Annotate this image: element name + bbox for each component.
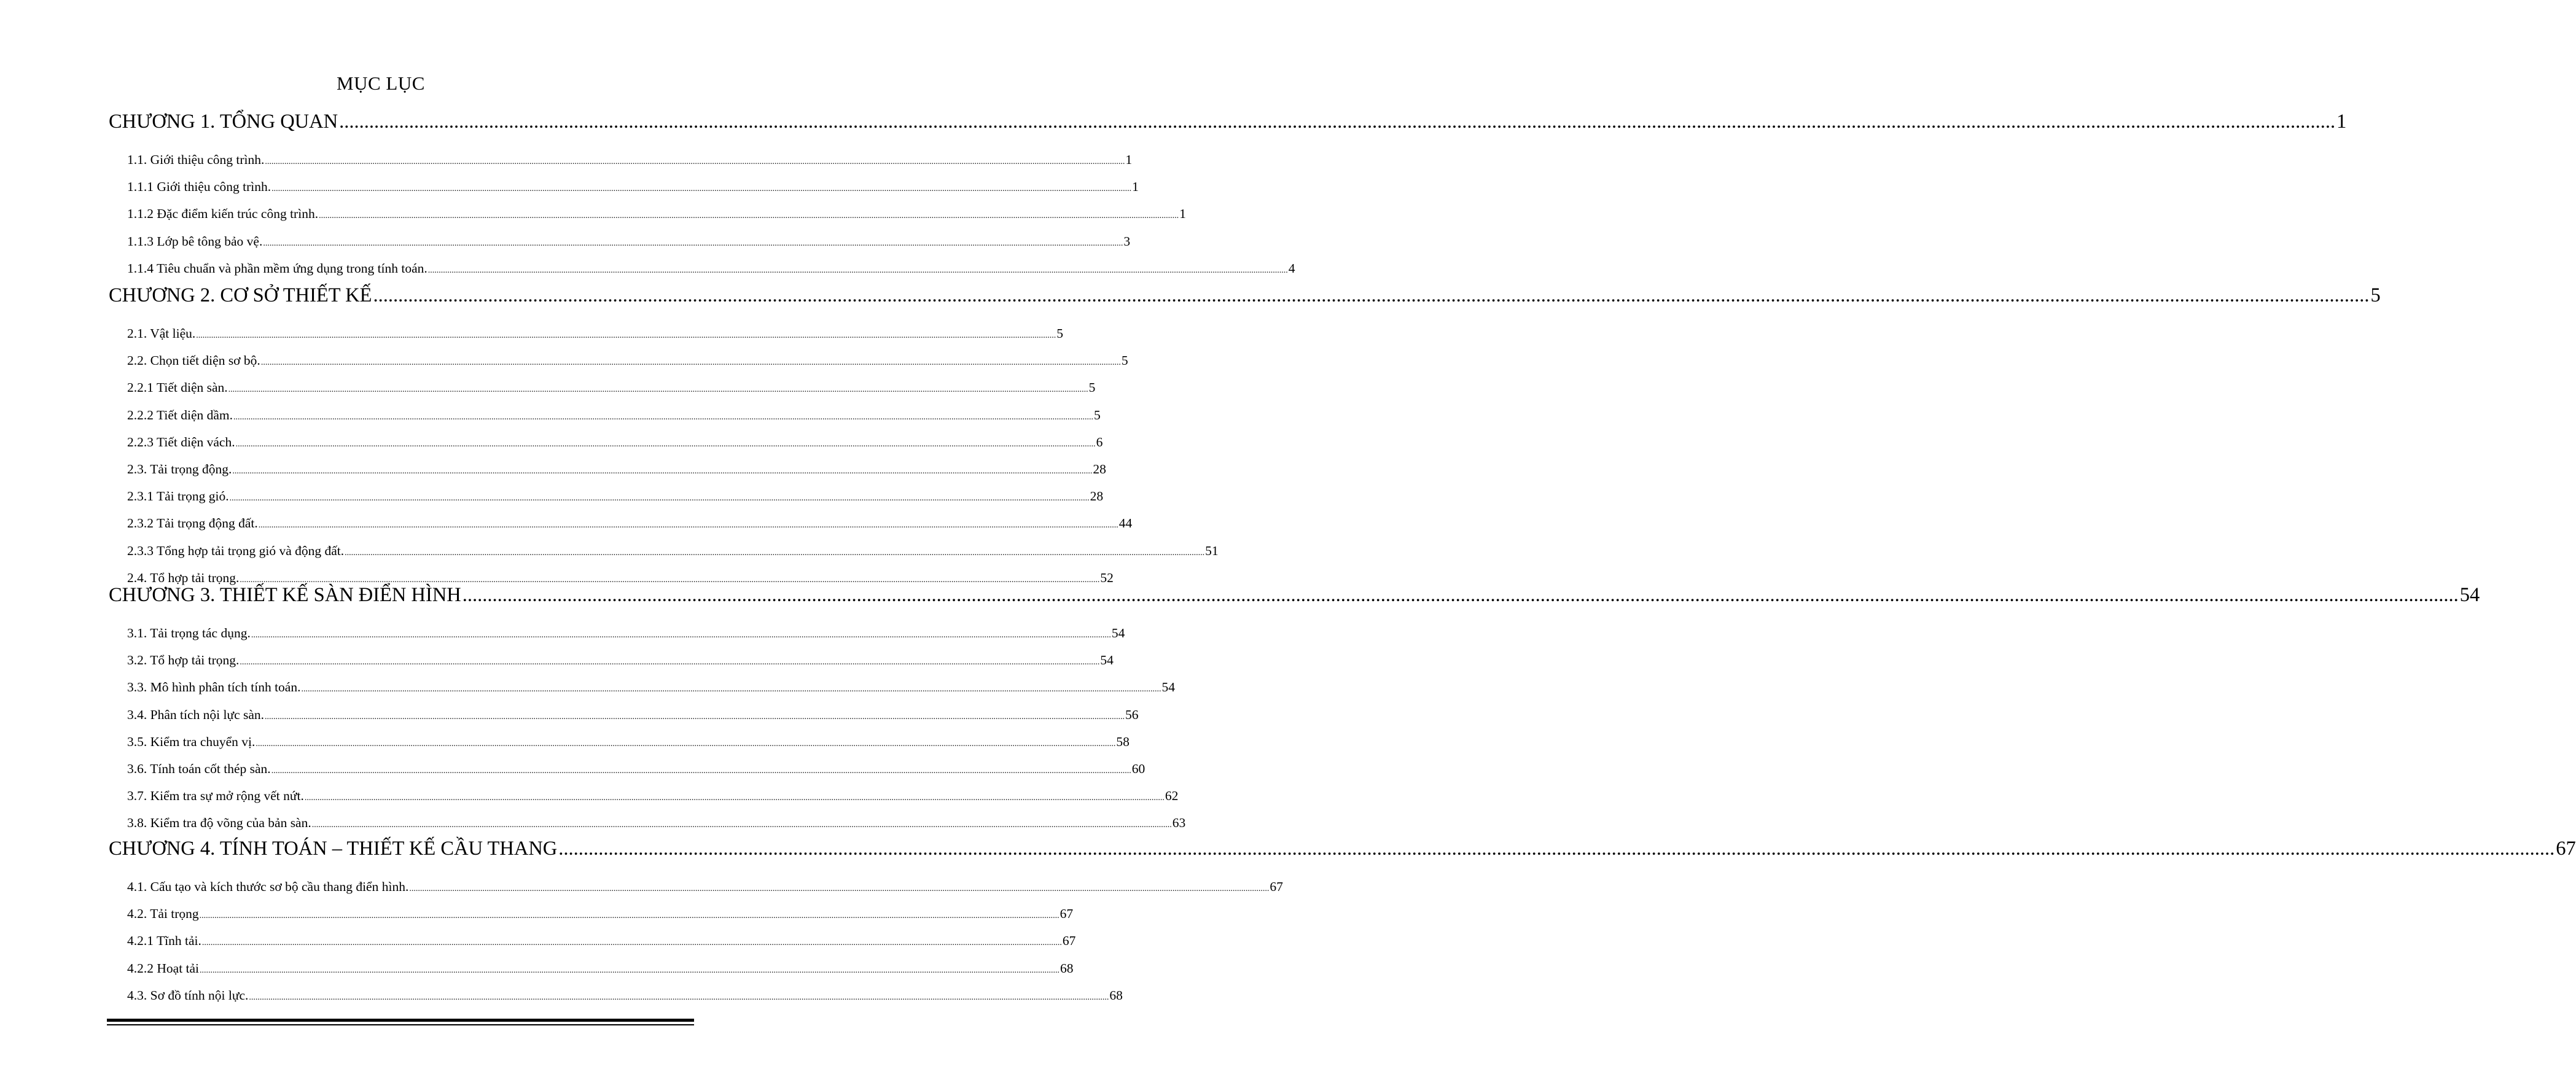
- toc-page-number: 1: [1125, 152, 1133, 167]
- toc-entry-label: 3.4. Phân tích nội lực sàn.: [127, 707, 265, 722]
- toc-dot-leader: ................................................................................................................................................................................................................................................................................................................................................................................................................: [232, 467, 1093, 476]
- toc-dot-leader: ................................................................................................................................................................................................................................................................................................................................................................................................................: [339, 111, 2336, 133]
- toc-page-number: 68: [1109, 987, 1123, 1003]
- toc-dot-leader: ................................................................................................................................................................................................................................................................................................................................................................................................................: [199, 911, 1060, 921]
- toc-section-entry[interactable]: [127, 233, 1131, 249]
- toc-dot-leader: ................................................................................................................................................................................................................................................................................................................................................................................................................: [258, 521, 1118, 531]
- toc-dot-leader: ................................................................................................................................................................................................................................................................................................................................................................................................................: [251, 631, 1111, 640]
- toc-chapter-entry[interactable]: [109, 584, 2480, 607]
- toc-entry-label: 4.2. Tải trọng: [127, 906, 199, 922]
- toc-section-entry[interactable]: [127, 179, 1139, 195]
- toc-page-number: 5: [1088, 380, 1096, 395]
- toc-page-number: 5: [2370, 284, 2381, 306]
- toc-dot-leader: ................................................................................................................................................................................................................................................................................................................................................................................................................: [265, 712, 1125, 721]
- toc-entry-label: 2.2.2 Tiết diện dầm.: [127, 407, 233, 422]
- toc-section-entry[interactable]: [127, 788, 1179, 804]
- toc-entry-label: 1.1.3 Lớp bê tông bảo vệ.: [127, 233, 263, 249]
- toc-entry-label: CHƯƠNG 1. TỔNG QUAN: [109, 111, 338, 133]
- toc-section-entry[interactable]: [127, 906, 1074, 922]
- footer-rule-thin: [107, 1024, 694, 1025]
- toc-dot-leader: ................................................................................................................................................................................................................................................................................................................................................................................................................: [196, 331, 1056, 340]
- toc-section-entry[interactable]: [127, 960, 1074, 976]
- toc-dot-leader: ................................................................................................................................................................................................................................................................................................................................................................................................................: [260, 358, 1121, 368]
- toc-section-entry[interactable]: [127, 260, 1295, 276]
- toc-page-number: 63: [1172, 815, 1186, 831]
- toc-page-number: 56: [1125, 707, 1139, 722]
- toc-entry-label: 4.3. Sơ đồ tính nội lực.: [127, 987, 249, 1003]
- toc-entry-label: 2.3.3 Tổng hợp tải trọng gió và động đất.: [127, 543, 345, 558]
- toc-entry-label: 2.3.2 Tải trọng động đất.: [127, 516, 258, 531]
- toc-page-number: 1: [2336, 111, 2347, 133]
- toc-page-number: 1: [1132, 179, 1139, 195]
- toc-page-number: 6: [1096, 434, 1103, 449]
- toc-page-number: 68: [1060, 960, 1074, 976]
- toc-dot-leader: ................................................................................................................................................................................................................................................................................................................................................................................................................: [311, 820, 1172, 830]
- toc-dot-leader: ................................................................................................................................................................................................................................................................................................................................................................................................................: [201, 938, 1062, 948]
- toc-page-number: 44: [1118, 516, 1133, 531]
- toc-title: MỤC LỤC: [337, 72, 425, 94]
- toc-section-entry[interactable]: [127, 353, 1128, 368]
- toc-dot-leader: ................................................................................................................................................................................................................................................................................................................................................................................................................: [265, 157, 1125, 166]
- toc-page-number: 1: [1179, 206, 1186, 222]
- toc-entry-label: 3.6. Tính toán cốt thép sàn.: [127, 761, 271, 776]
- toc-section-entry[interactable]: [127, 653, 1114, 668]
- toc-page-number: 67: [1062, 933, 1076, 949]
- toc-dot-leader: ................................................................................................................................................................................................................................................................................................................................................................................................................: [319, 211, 1179, 221]
- toc-section-entry[interactable]: [127, 680, 1175, 695]
- toc-entry-label: 1.1.1 Giới thiệu công trình.: [127, 179, 271, 195]
- toc-section-entry[interactable]: [127, 434, 1103, 450]
- toc-dot-leader: ................................................................................................................................................................................................................................................................................................................................................................................................................: [271, 184, 1132, 194]
- toc-section-entry[interactable]: [127, 489, 1104, 504]
- toc-section-entry[interactable]: [127, 734, 1130, 750]
- toc-dot-leader: ................................................................................................................................................................................................................................................................................................................................................................................................................: [263, 238, 1123, 248]
- toc-entry-label: 3.1. Tải trọng tác dụng.: [127, 626, 251, 640]
- toc-page-number: 54: [2459, 584, 2480, 606]
- toc-entry-label: 2.2.1 Tiết diện sàn.: [127, 380, 228, 395]
- toc-entry-label: 3.8. Kiểm tra độ võng của bản sàn.: [127, 815, 311, 831]
- toc-chapter-entry[interactable]: [109, 111, 2347, 133]
- toc-page-number: 67: [1270, 879, 1283, 894]
- toc-section-entry[interactable]: [127, 933, 1076, 949]
- toc-section-entry[interactable]: [127, 543, 1219, 559]
- toc-entry-label: 4.2.1 Tĩnh tải.: [127, 933, 201, 949]
- toc-entry-label: 1.1.4 Tiêu chuẩn và phần mềm ứng dụng trong tính toán.: [127, 260, 427, 276]
- toc-entry-label: 4.2.2 Hoạt tải: [127, 960, 200, 976]
- toc-section-entry[interactable]: [127, 407, 1101, 423]
- toc-dot-leader: ................................................................................................................................................................................................................................................................................................................................................................................................................: [271, 766, 1131, 776]
- toc-section-entry[interactable]: [127, 326, 1064, 341]
- toc-chapter-entry[interactable]: [109, 838, 2576, 860]
- toc-page-number: 5: [1056, 326, 1064, 341]
- toc-dot-leader: ................................................................................................................................................................................................................................................................................................................................................................................................................: [229, 494, 1090, 504]
- toc-entry-label: CHƯƠNG 3. THIẾT KẾ SÀN ĐIỂN HÌNH: [109, 584, 461, 606]
- toc-section-entry[interactable]: [127, 462, 1106, 477]
- toc-dot-leader: ................................................................................................................................................................................................................................................................................................................................................................................................................: [200, 965, 1060, 975]
- footer-rule-thick: [107, 1019, 694, 1022]
- toc-dot-leader: ................................................................................................................................................................................................................................................................................................................................................................................................................: [228, 385, 1088, 395]
- toc-entry-label: 1.1. Giới thiệu công trình.: [127, 152, 265, 167]
- toc-page-number: 52: [1100, 570, 1114, 585]
- toc-section-entry[interactable]: [127, 152, 1133, 168]
- toc-dot-leader: ................................................................................................................................................................................................................................................................................................................................................................................................................: [301, 685, 1161, 694]
- toc-page-number: 5: [1121, 353, 1128, 368]
- toc-page-number: 62: [1165, 788, 1179, 804]
- toc-entry-label: 3.7. Kiểm tra sự mở rộng vết nứt.: [127, 788, 304, 804]
- toc-entry-label: 4.1. Cấu tạo và kích thước sơ bộ cầu thang điển hình.: [127, 879, 409, 894]
- toc-section-entry[interactable]: [127, 206, 1186, 222]
- toc-dot-leader: ................................................................................................................................................................................................................................................................................................................................................................................................................: [249, 992, 1109, 1002]
- toc-dot-leader: ................................................................................................................................................................................................................................................................................................................................................................................................................: [233, 412, 1094, 422]
- toc-page-number: 58: [1116, 734, 1130, 749]
- toc-section-entry[interactable]: [127, 626, 1125, 641]
- toc-entry-label: 2.4. Tổ hợp tải trọng.: [127, 570, 240, 585]
- toc-entry-label: CHƯƠNG 4. TÍNH TOÁN – THIẾT KẾ CẦU THANG: [109, 838, 558, 860]
- toc-section-entry[interactable]: [127, 879, 1283, 895]
- toc-page-number: 28: [1093, 462, 1106, 476]
- toc-page-number: 4: [1288, 260, 1295, 276]
- toc-chapter-entry[interactable]: [109, 284, 2381, 307]
- toc-dot-leader: ................................................................................................................................................................................................................................................................................................................................................................................................................: [256, 739, 1116, 748]
- toc-section-entry[interactable]: [127, 380, 1096, 395]
- toc-dot-leader: ................................................................................................................................................................................................................................................................................................................................................................................................................: [345, 548, 1205, 558]
- toc-page-number: 54: [1111, 626, 1125, 640]
- toc-section-entry[interactable]: [127, 761, 1146, 777]
- toc-entry-label: 2.3. Tải trọng động.: [127, 462, 232, 476]
- toc-dot-leader: ................................................................................................................................................................................................................................................................................................................................................................................................................: [304, 793, 1165, 803]
- toc-section-entry[interactable]: [127, 987, 1123, 1003]
- toc-section-entry[interactable]: [127, 815, 1186, 831]
- toc-entry-label: 1.1.2 Đặc điểm kiến trúc công trình.: [127, 206, 319, 222]
- toc-dot-leader: ................................................................................................................................................................................................................................................................................................................................................................................................................: [462, 584, 2459, 606]
- toc-entry-label: 2.3.1 Tải trọng gió.: [127, 489, 229, 504]
- toc-entry-label: 2.1. Vật liệu.: [127, 326, 196, 341]
- toc-page-number: 67: [2556, 838, 2576, 860]
- toc-page-number: 60: [1131, 761, 1146, 776]
- toc-page-number: 5: [1094, 407, 1101, 422]
- toc-page-number: 54: [1161, 680, 1175, 695]
- toc-section-entry[interactable]: [127, 516, 1133, 531]
- toc-entry-label: 3.5. Kiểm tra chuyển vị.: [127, 734, 256, 749]
- toc-page-number: 67: [1060, 906, 1074, 922]
- toc-dot-leader: ................................................................................................................................................................................................................................................................................................................................................................................................................: [373, 284, 2370, 306]
- toc-section-entry[interactable]: [127, 707, 1139, 723]
- toc-dot-leader: ................................................................................................................................................................................................................................................................................................................................................................................................................: [409, 884, 1270, 893]
- toc-page-number: 51: [1205, 543, 1219, 558]
- toc-entry-label: 3.2. Tổ hợp tải trọng.: [127, 653, 240, 668]
- toc-dot-leader: ................................................................................................................................................................................................................................................................................................................................................................................................................: [558, 838, 2555, 860]
- toc-entry-label: 2.2. Chọn tiết diện sơ bộ.: [127, 353, 260, 368]
- toc-page-number: 28: [1090, 489, 1104, 504]
- toc-dot-leader: ................................................................................................................................................................................................................................................................................................................................................................................................................: [240, 575, 1100, 585]
- toc-entry-label: 3.3. Mô hình phân tích tính toán.: [127, 680, 301, 695]
- toc-entry-label: CHƯƠNG 2. CƠ SỞ THIẾT KẾ: [109, 284, 372, 306]
- toc-page-number: 3: [1123, 233, 1131, 249]
- toc-dot-leader: ................................................................................................................................................................................................................................................................................................................................................................................................................: [427, 265, 1288, 275]
- toc-dot-leader: ................................................................................................................................................................................................................................................................................................................................................................................................................: [240, 658, 1100, 667]
- toc-page-number: 54: [1100, 653, 1114, 668]
- toc-entry-label: 2.2.3 Tiết diện vách.: [127, 434, 235, 449]
- toc-dot-leader: ................................................................................................................................................................................................................................................................................................................................................................................................................: [235, 439, 1096, 449]
